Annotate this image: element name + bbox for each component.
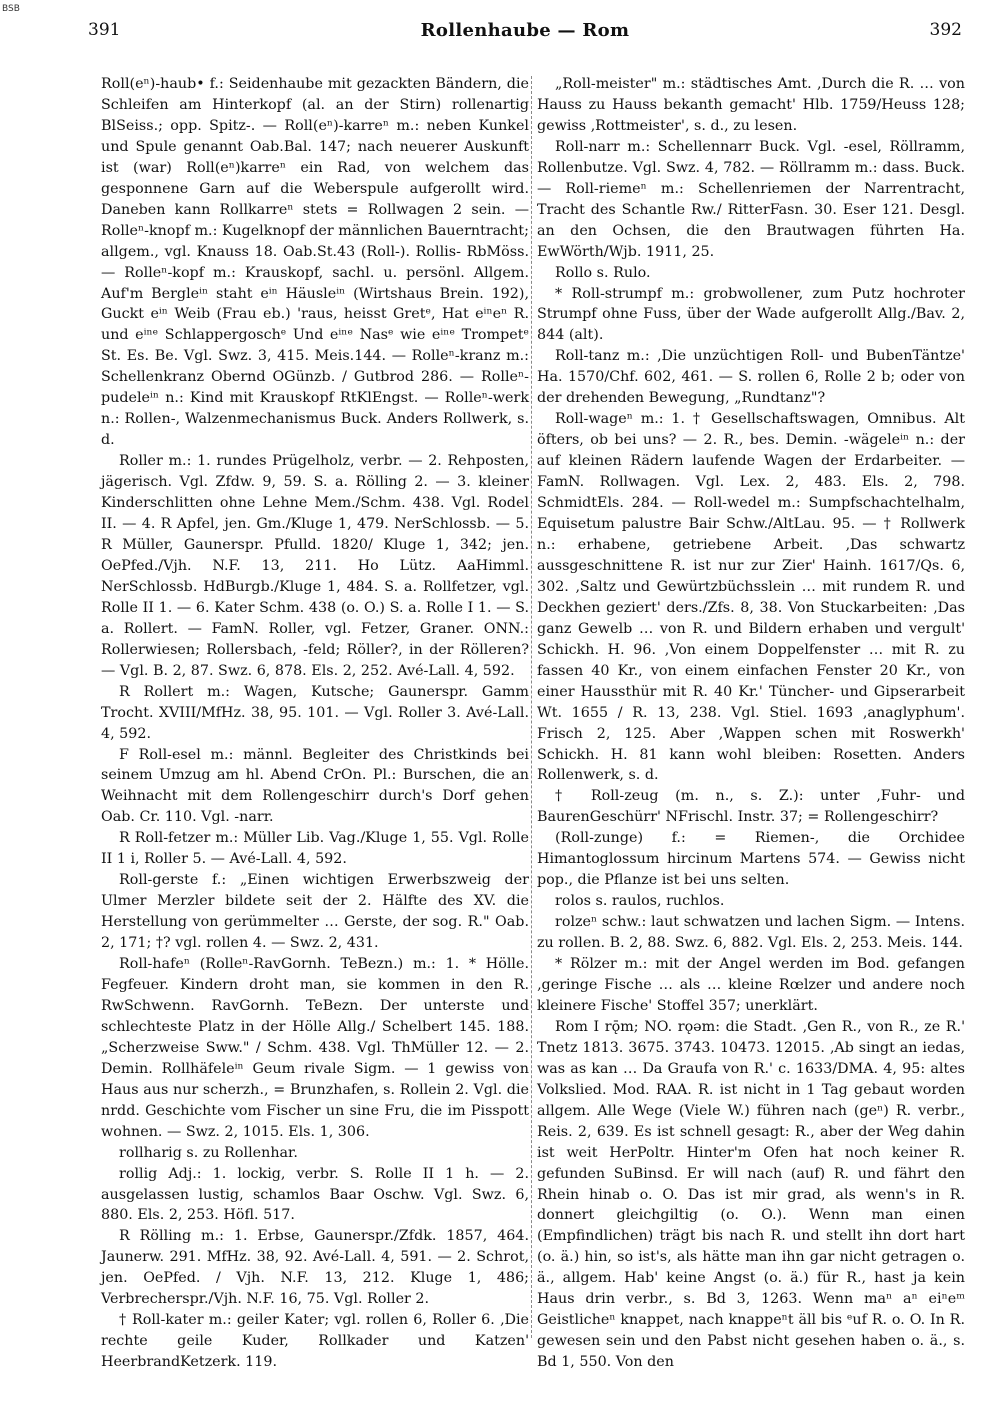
dictionary-entry: F Roll-esel m.: männl. Begleiter des Christkinds bei seinem Umzug am hl. Abend CrOn. Pl.: Burschen, die an Weihnacht mit dem Rollengeschirr durch's Dorf gehen Oab. Cr. 110. Vgl. -narr. [101,746,529,826]
dictionary-entry: Roller m.: 1. rundes Prügelholz, verbr. — 2. Rehposten, jägerisch. Vgl. Zfdw. 9, 59. S. a. Rölling 2. — 3. kleiner Kinderschlitten ohne Lehne Mem./Schm. 438. Vgl. Rodel II. — 4. R Apfel, jen. Gm./Kluge 1, 479. NerSchlossb. — 5. R Müller, Gaunerspr. Pfulld. 1820/ Kluge 1, 342; jen. OePfed./Vjh. N.F. 13, 211. Ho Lütz. AaHimml. NerSchlossb. HdBurgb./Kluge 1, 484. S. a. Rollfetzer, vgl. Rolle II 1. — 6. Kater Schm. 438 (o. O.) S. a. Rolle I 1. — S. a. Rollert. — FamN. Roller, vgl. Fetzer, Graner. ONN.: Rollerwiesen; Rollersbach, -feld; Röller?, in der Rölleren? — Vgl. B. 2, 87. Swz. 6, 878. Els. 2, 252. Avé-Lall. 4, 592. [101,453,529,679]
column-divider [531,76,532,1338]
left-column [101,74,529,1373]
page-header [88,20,962,44]
dictionary-entry: rollig Adj.: 1. lockig, verbr. S. Rolle II 1 h. — 2. ausgelassen lustig, schamlos Baar Oschw. Vgl. Swz. 6, 880. Els. 2, 253. Höfl. 517. [101,1165,529,1224]
dictionary-entry: Roll(eⁿ)-haub• f.: Seidenhaube mit gezackten Bändern, die Schleifen am Hinterkopf (al. an der Stirn) rollenartig BlSeiss.; opp. Spitz-. — Roll(eⁿ)-karreⁿ m.: neben Kunkel und Spule genannt Oab.Bal. 147; nach neuerer Auskunft ist (war) Roll(eⁿ)karreⁿ ein Rad, von welchem das gesponnene Garn auf die Weberspule aufgerollt wird. Daneben kann Rollkarreⁿ stets = Rollwagen 2 sein. — Rolleⁿ-knopf m.: Kugelknopf der männlichen Bauerntracht; allgem., vgl. Knauss 18. Oab.St.43 (Roll-). Rollis- RbMöss. — Rolleⁿ-kopf m.: Krauskopf, sachl. u. persönl. Allgem. Auf'm Bergleⁱⁿ staht eⁱⁿ Häusleⁱⁿ (Wirtshaus Brein. 192), Guckt eⁱⁿ Weib (Frau eb.) 'raus, heisst Gretᵉ, Hat eⁱⁿeⁿ R. und eⁱⁿᵉ Schlappergoschᵉ Und eⁱⁿᵉ Nasᵉ wie eⁱⁿᵉ Trompetᵉ St. Es. Be. Vgl. Swz. 3, 415. Meis.144. — Rolleⁿ-kranz m.: Schellenkranz Obernd OGünzb. / Gutbrod 286. — Rolleⁿ-pudeleⁱⁿ n.: Kind mit Krauskopf RtKlEngst. — Rolleⁿ-werk n.: Rollen-, Walzenmechanismus Buck. Anders Rollwerk, s. d. [101,76,529,449]
dictionary-entry: Rollo s. Rulo. [555,264,651,281]
dictionary-entry: Rom I rǭm; NO. rǫəm: die Stadt. ‚Gen R., von R., ze R.' Tnetz 1813. 3675. 3743. 10473. 12015. ‚Ab singt an iedas, was as kan … Da Graufa von R.' c. 1633/DMA. 4, 95: altes Volkslied. Mod. RAA. R. ist nicht in 1 Tag gebaut worden allgem. Alle Wege (Viele W.) führen nach (geⁿ) R. verbr., Reis. 2, 639. Es ist schnell gesagt: R., aber der Weg dahin ist weit HerPoltr. Hinter'm Ofen hat noch keiner R. gefunden SuBinsd. Er will nach (auf) R. und fährt den Rhein hinab o. O. Das ist mir grad, als wenn's in R. donnert gleichgiltig (o. O.). Wenn man einen (Empfindlichen) trägt bis nach R. und stellt ihn dort hart (o. ä.) hin, so ist's, als hätte man ihn gar nicht getragen o. ä., allgem. Hab' keine Angst (o. ä.) für R., hast ja kein Haus drin verbr., s. Bd 3, 1263. Wenn maⁿ aⁿ eiⁿeᵐ Geistlicheⁿ knappet, nach knappeⁿt äll bis ᵉuf R. o. O. In R. gewesen sein und den Pabst nicht gesehen haben o. ä., s. Bd 1, 550. Von den [537,1018,965,1371]
dictionary-entry: (Roll-zunge) f.: = Riemen-, die Orchidee Himantoglossum hircinum Martens 574. — Gewiss nicht pop., die Pflanze ist bei uns selten. [537,830,965,889]
dictionary-entry: † Roll-kater m.: geiler Kater; vgl. rollen 6, Roller 6. ‚Die rechte geile Kuder, Rollkader und Katzen' HeerbrandKetzerk. 119. [101,1312,529,1371]
dictionary-entry: rollharig s. zu Rollenhar. [119,1144,298,1161]
dictionary-entry: † Roll-zeug (m. n., s. Z.): unter ‚Fuhr- und BaurenGeschürr' NFrischl. Instr. 37; = Rollengeschirr? [537,788,965,826]
running-title: Rollenhaube — Rom [420,20,630,41]
library-stamp: BSB [2,4,20,14]
dictionary-entry: Roll-tanz m.: ‚Die unzüchtigen Roll- und BubenTäntze' Ha. 1570/Chf. 602, 461. — S. rollen 6, Rolle 2 b; oder von der drehenden Bewegung, „Rundtanz"? [537,348,965,407]
dictionary-entry: rolos s. raulos, ruchlos. [555,893,725,910]
dictionary-entry: R Rollert m.: Wagen, Kutsche; Gaunerspr. Gamm Trocht. XVIII/MfHz. 38, 95. 101. — Vgl. Roller 3. Avé-Lall. 4, 592. [101,683,529,742]
right-column [537,74,965,1373]
dictionary-entry: „Roll-meister" m.: städtisches Amt. ‚Durch die R. … von Hauss zu Hauss bekanth gemacht' Hlb. 1759/Heuss 128; gewiss ‚Rottmeister', s. d., zu lesen. [537,76,965,134]
dictionary-entry: R Roll-fetzer m.: Müller Lib. Vag./Kluge 1, 55. Vgl. Rolle II 1 i, Roller 5. — Avé-Lall. 4, 592. [101,830,529,868]
page-number-left: 391 [88,20,121,40]
dictionary-entry: Roll-narr m.: Schellennarr Buck. Vgl. -esel, Röllramm, Rollenbutze. Vgl. Swz. 4, 782. — Röllramm m.: dass. Buck. — Roll-riemeⁿ m.: Schellenriemen der Narrentracht, Tracht des Schantle Rw./ RitterFasn. 30. Eser 121. Desgl. an den Ochsen, die den Brautwagen führten Ha. EwWörth/Wjb. 1911, 25. [537,138,965,260]
dictionary-entry: Roll-gerste f.: „Einen wichtigen Erwerbszweig der Ulmer Merzler bildete seit der 2. Hälfte des XV. die Herstellung von gerümmelter … Gerste, der sog. R." Oab. 2, 171; †? vgl. rollen 4. — Swz. 2, 431. [101,872,529,952]
dictionary-entry: Roll-wageⁿ m.: 1. † Gesellschaftswagen, Omnibus. Alt öfters, ob bei uns? — 2. R., bes. Demin. -wägeleⁱⁿ n.: der auf kleinen Rädern laufende Wagen der Erdarbeiter. — FamN. Rollwagen. Vgl. Lex. 2, 483. Els. 2, 798. SchmidtEls. 284. — Roll-wedel m.: Sumpfschachtelhalm, Equisetum palustre Bair Schw./AltLau. 95. — † Rollwerk n.: erhabene, getriebene Arbeit. ‚Das schwartz aussgeschnittene R. ist nur zur Zier' Hainh. 1617/Qs. 6, 302. ‚Saltz und Gewürtzbüchsslein … mit rundem R. und Deckhen geziert' ders./Zfs. 8, 38. Von Stuckarbeiten: ‚Das ganz Gewelb … von R. und Bildern erhaben und vergult' Schickh. H. 96. ‚Von einem Doppelfenster … mit R. zu fassen 40 Kr., von einem einfachen Fenster 20 Kr., von einer Haussthür mit R. 40 Kr.' Tüncher- und Gipserarbeit Wt. 1655 / R. 13, 238. Vgl. Stiel. 1693 ‚anaglyphum'. Frisch 2, 125. Aber ‚Wappen schen mit Roswerkh' Schickh. H. 81 kann wohl bleiben: Rosetten. Anders Rollenwerk, s. d. [537,411,965,784]
dictionary-entry: rolzeⁿ schw.: laut schwatzen und lachen Sigm. — Intens. zu rollen. B. 2, 88. Swz. 6, 882. Vgl. Els. 2, 253. Meis. 144. [537,914,965,952]
dictionary-entry: * Roll-strumpf m.: grobwollener, zum Putz hochroter Strumpf ohne Fuss, über der Wade aufgerollt Allg./Bav. 2, 844 (alt). [537,285,965,344]
page-number-right: 392 [929,20,962,40]
dictionary-entry: R Rölling m.: 1. Erbse, Gaunerspr./Zfdk. 1857, 464. Jaunerw. 291. MfHz. 38, 92. Avé-Lall. 4, 591. — 2. Schrot, jen. OePfed. / Vjh. N.F. 13, 212. Kluge 1, 486; Verbrecherspr./Vjh. N.F. 16, 75. Vgl. Roller 2. [101,1228,529,1308]
dictionary-entry: * Rölzer m.: mit der Angel werden im Bod. gefangen ‚geringe Fische … als … kleine Rœlzer und andere noch kleinere Fische' Stoffel 357; unerklärt. [537,956,965,1014]
dictionary-entry: Roll-hafeⁿ (Rolleⁿ-RavGornh. TeBezn.) m.: 1. * Hölle. Fegfeuer. Kindern droht man, sie kommen in den R. RwSchwenn. RavGornh. TeBezn. Der unterste und schlechteste Platz in der Hölle Allg./ Schelbert 145. 188. „Scherzweise Sww." / Schm. 438. Vgl. ThMüller 12. — 2. Demin. Rollhäfeleⁱⁿ Geum rivale Sigm. — 1 gewiss von Haus aus nur scherzh., = Brunzhafen, s. Rollein 2. Vgl. die nrdd. Geschichte vom Fischer un sine Fru, die im Pisspott wohnen. — Swz. 2, 1015. Els. 1, 306. [101,956,529,1140]
